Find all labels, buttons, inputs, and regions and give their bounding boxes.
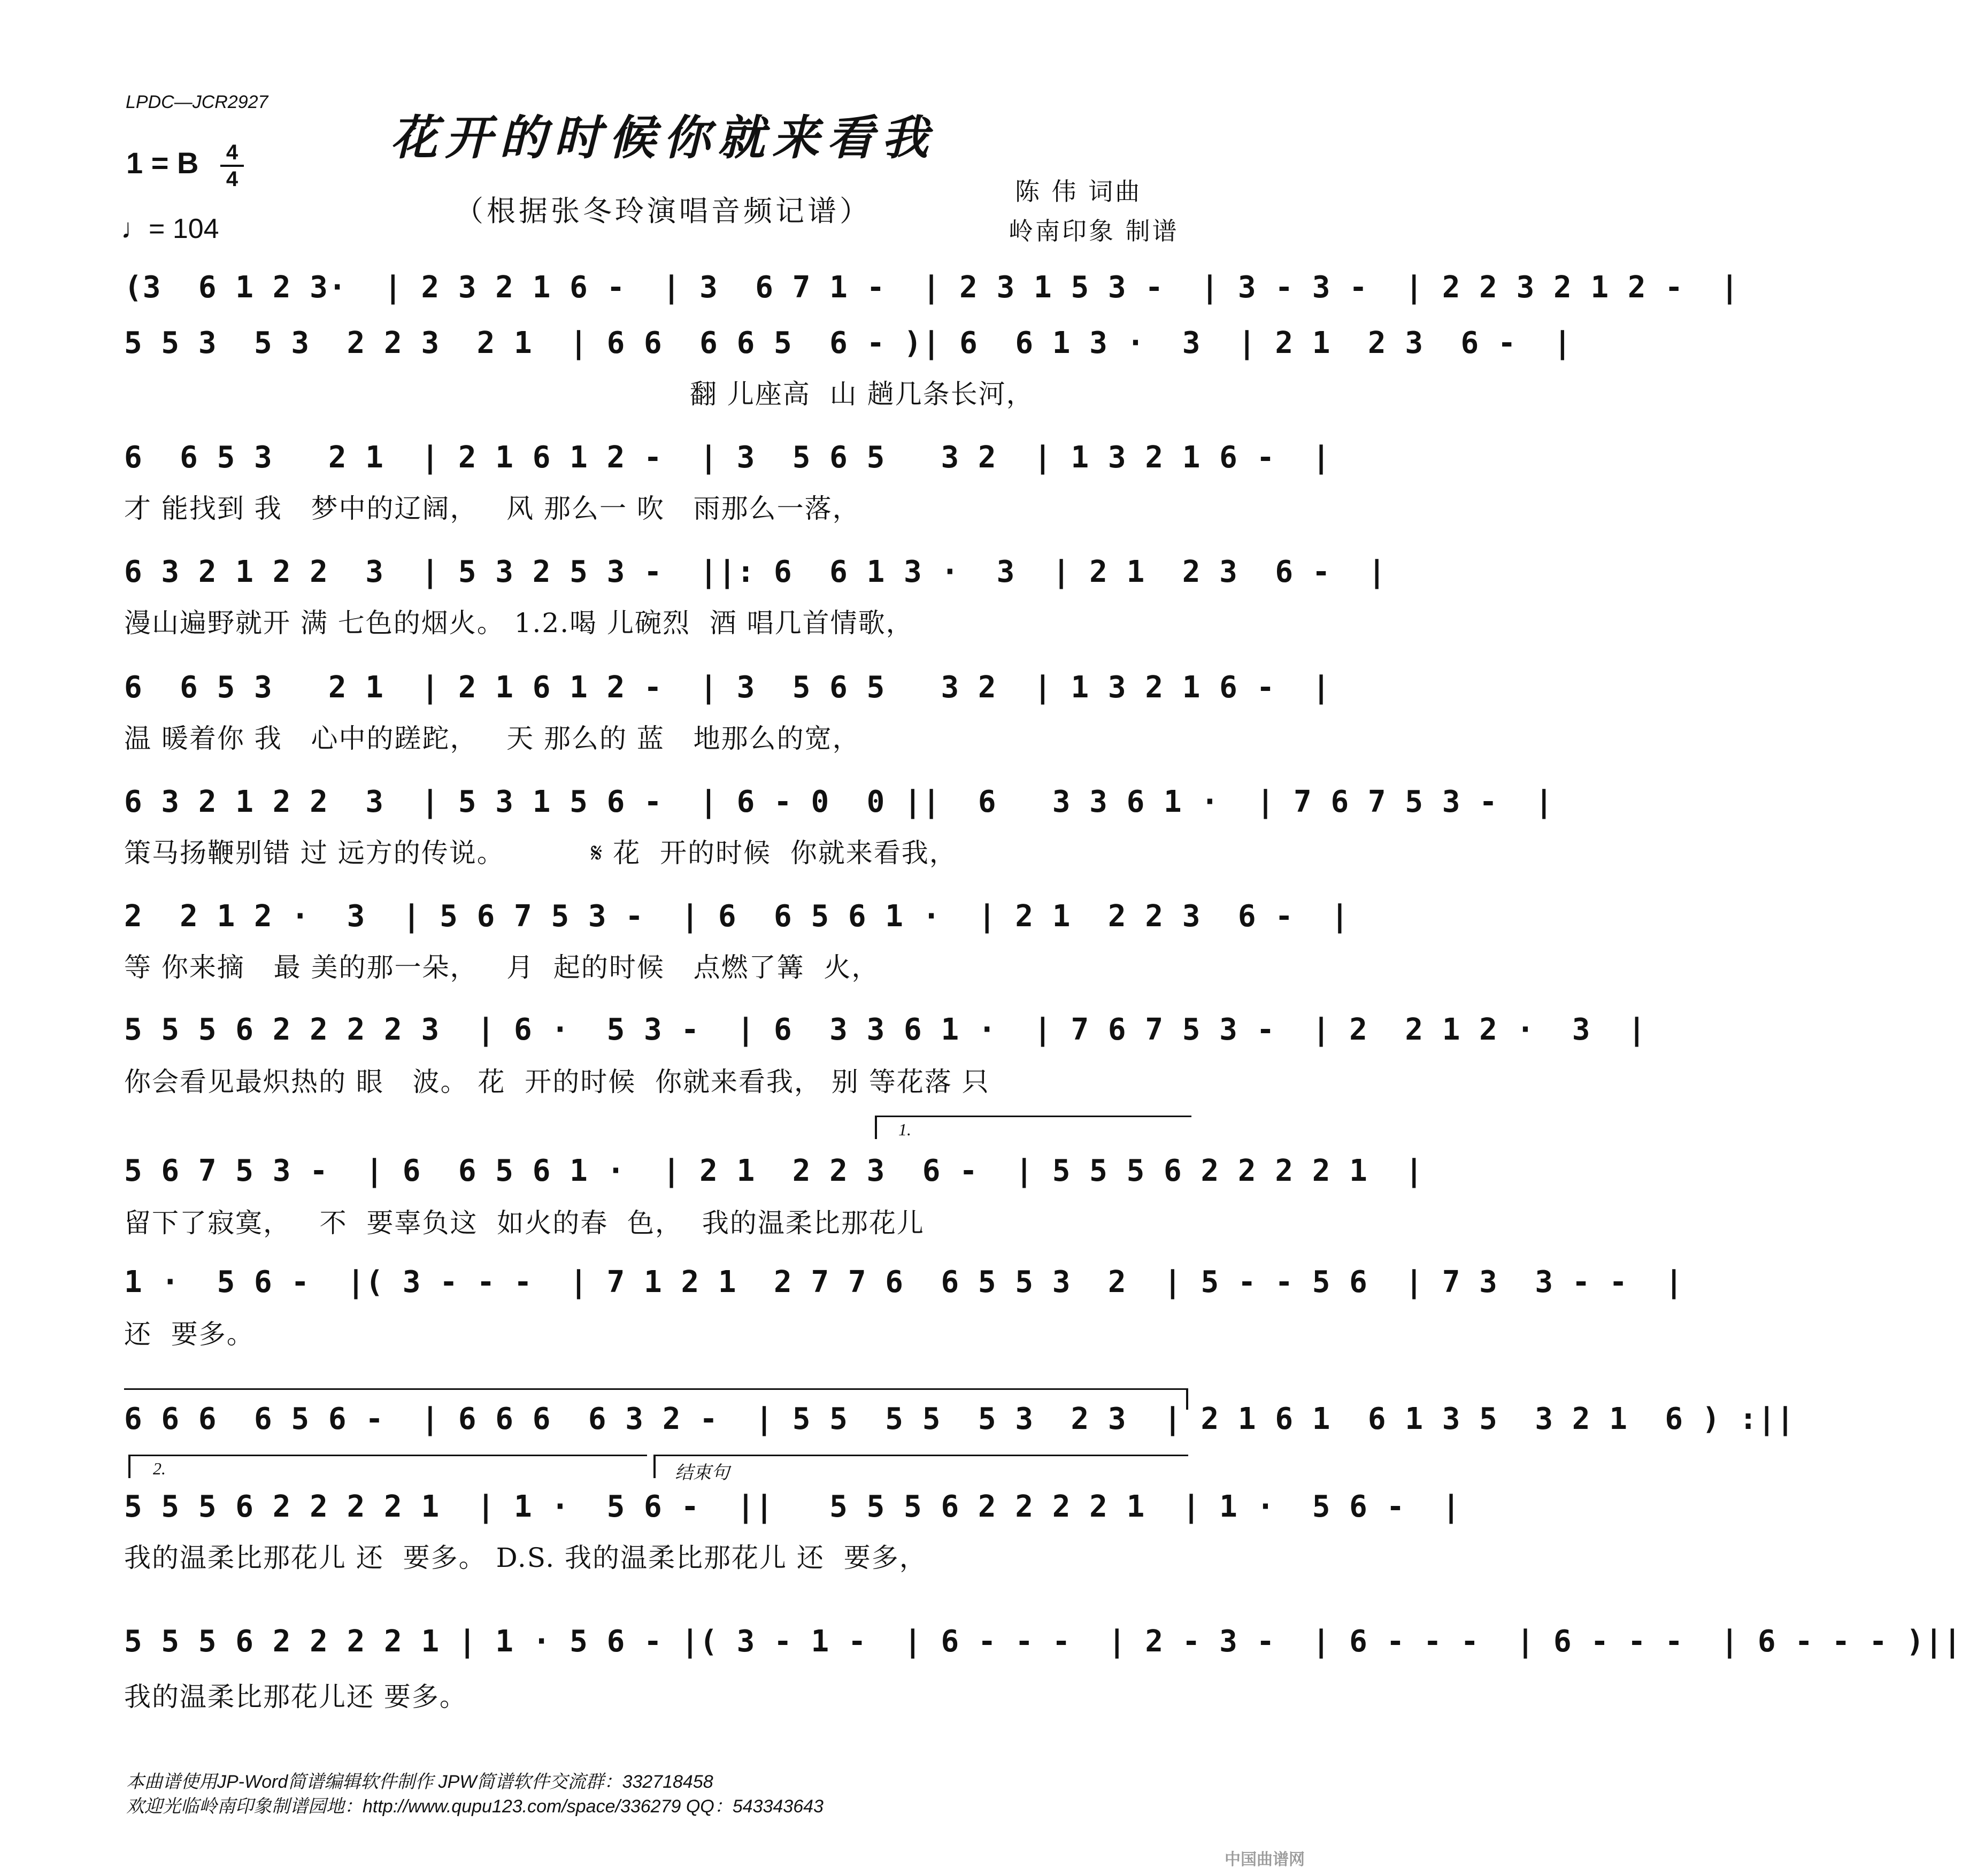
song-title: 花开的时候你就来看我 [390,110,936,165]
notation-line-2: 5 5 3 5 3 2 2 3 2 1 | 6 6 6 6 5 6 - )| 6 6 1 3 · 3 | 2 1 2 3 6 - | [124,326,1572,360]
credit-transcriber: 岭南印象 制谱 [1009,217,1179,245]
lyric-line-12: 我的温柔比那花儿 还 要多。 D.S. 我的温柔比那花儿 还 要多， [124,1542,927,1573]
lyric-line-8: 你会看见最炽热的 眼 波。 花 开的时候 你就来看我， 别 等花落 只 [124,1066,990,1097]
notation-line-5: 6 6 5 3 2 1 | 2 1 6 1 2 - | 3 5 6 5 3 2 | 1 3 2 1 6 - | [124,670,1331,705]
lyric-line-4: 漫山遍野就开 满 七色的烟火。 1.2.喝 儿碗烈 酒 唱几首情歌， [124,608,914,639]
repeat-bracket [124,1388,1188,1390]
volta-1-label: 1. [898,1120,911,1139]
coda-bracket-edge [653,1455,656,1478]
volta-2-bracket-edge [128,1455,130,1478]
volta-1-bracket [875,1116,1191,1117]
coda-label: 结束句 [675,1463,729,1483]
notation-line-12: 5 5 5 6 2 2 2 2 1 | 1 · 5 6 - || 5 5 5 6 2 2 2 2 1 | 1 · 5 6 - | [124,1489,1461,1524]
volta-1-bracket-edge [875,1116,877,1139]
lyric-line-3: 才 能找到 我 梦中的辽阔， 风 那么一 吹 雨那么一落， [124,493,860,524]
time-signature-top: 4 [226,141,238,164]
notation-line-3: 6 6 5 3 2 1 | 2 1 6 1 2 - | 3 5 6 5 3 2 | 1 3 2 1 6 - | [124,440,1331,475]
lyric-line-9: 留下了寂寞， 不 要辜负这 如火的春 色， 我的温柔比那花儿 [124,1208,925,1239]
tempo-marking: ♩= 104 [121,213,219,244]
coda-bracket [653,1455,1188,1456]
lyric-line-10: 还 要多。 [124,1319,255,1350]
lyric-line-7: 等 你来摘 最 美的那一朵， 月 起的时候 点燃了篝 火， [124,952,880,983]
time-signature [220,140,244,191]
lyric-line-6: 策马扬鞭别错 过 远方的传说。 𝄋 花 开的时候 你就来看我， [124,837,957,868]
notation-line-9: 5 6 7 5 3 - | 6 6 5 6 1 · | 2 1 2 2 3 6 - | 5 5 5 6 2 2 2 2 1 | [124,1154,1424,1188]
notation-line-4: 6 3 2 1 2 2 3 | 5 3 2 5 3 - ||: 6 6 1 3 · 3 | 2 1 2 3 6 - | [124,555,1387,589]
notation-line-11: 6 6 6 6 5 6 - | 6 6 6 6 3 2 - | 5 5 5 5 5 3 2 3 | 2 1 6 1 6 1 3 5 3 2 1 6 ) :|| [124,1402,1795,1436]
notation-line-13: 5 5 5 6 2 2 2 2 1 | 1 · 5 6 - |( 3 - 1 - | 6 - - - | 2 - 3 - | 6 - - - | 6 - - - | 6 - - - )|| [124,1624,1962,1659]
notation-line-7: 2 2 1 2 · 3 | 5 6 7 5 3 - | 6 6 5 6 1 · | 2 1 2 2 3 6 - | [124,899,1350,934]
footer-line-2: 欢迎光临岭南印象制谱园地：http://www.qupu123.com/space/336279 QQ：543343643 [126,1796,824,1817]
notation-line-8: 5 5 5 6 2 2 2 2 3 | 6 · 5 3 - | 6 3 3 6 1 · | 7 6 7 5 3 - | 2 2 1 2 · 3 | [124,1012,1646,1047]
lyric-line-5: 温 暖着你 我 心中的蹉跎， 天 那么的 蓝 地那么的宽， [124,723,860,754]
lyric-line-2: 翻 儿座高 山 趟几条长河， [690,379,1034,410]
credit-lyricist-composer: 陈 伟 词曲 [1015,177,1142,206]
time-signature-bottom: 4 [226,167,238,191]
notation-line-10: 1 · 5 6 - |( 3 - - - | 7 1 2 1 2 7 7 6 6 5 5 3 2 | 5 - - 5 6 | 7 3 3 - - | [124,1265,1684,1300]
site-watermark: 中国曲谱网 [1225,1851,1305,1869]
notation-line-6: 6 3 2 1 2 2 3 | 5 3 1 5 6 - | 6 - 0 0 || 6 3 3 6 1 · | 7 6 7 5 3 - | [124,785,1554,819]
score-code: LPDC—JCR2927 [126,92,268,112]
key-signature: 1 = B [126,146,199,180]
footer-line-1: 本曲谱使用JP-Word简谱编辑软件制作 JPW简谱软件交流群：332718458 [126,1772,713,1792]
song-subtitle: （根据张冬玲演唱音频记谱） [455,194,872,228]
volta-2-label: 2. [153,1459,166,1478]
notation-line-1: (3 6 1 2 3· | 2 3 2 1 6 - | 3 6 7 1 - | 2 3 1 5 3 - | 3 - 3 - | 2 2 3 2 1 2 - | [124,270,1740,305]
volta-2-bracket [128,1455,647,1456]
lyric-line-13: 我的温柔比那花儿还 要多。 [124,1681,467,1712]
